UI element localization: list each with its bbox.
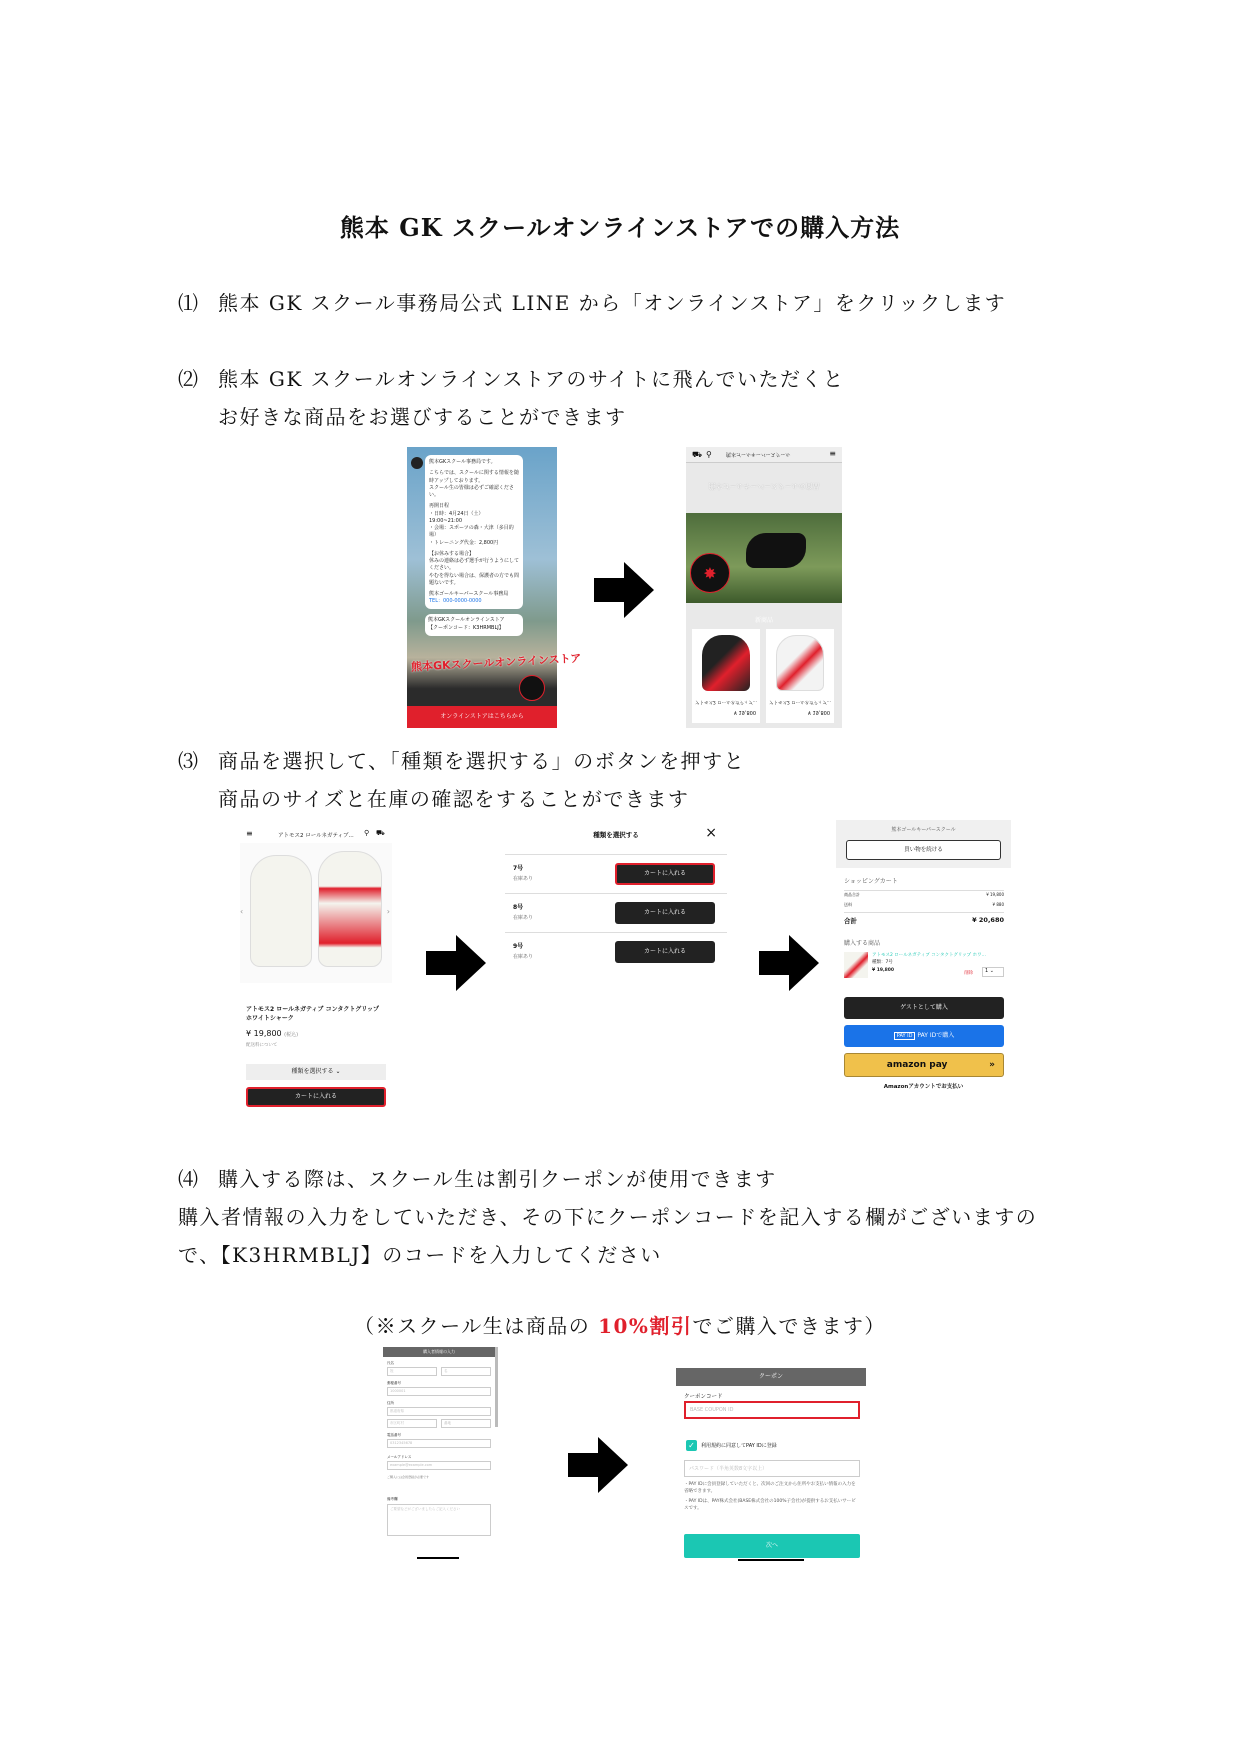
variant-add-to-cart-button[interactable]: カートに入れる (615, 863, 715, 885)
form-input[interactable]: 番地 (441, 1419, 491, 1428)
variant-size: 8号 (513, 904, 524, 911)
field-label: 郵便番号 (387, 1381, 401, 1385)
payid-button[interactable] (844, 1025, 1004, 1047)
remarks-textarea[interactable]: ご要望などがございましたらご記入ください (387, 1504, 491, 1536)
field-label: 氏名 (387, 1361, 394, 1365)
chat-line: やむを得ない場合は、保護者の方でも問題ないです。 (429, 572, 520, 586)
payid-note-1: ・PAY IDに会員登録していただくと、次回のご注文から住所やお支払い情報の入力を省略できます。 (684, 1482, 856, 1494)
product-header: アトモス2 ロールネガティブ... (278, 833, 354, 839)
hero-text: 熊本ゴールキーパースクールの商品 (708, 482, 820, 490)
subtotal-label: 商品合計 (844, 892, 860, 897)
search-icon[interactable]: ⚲ (706, 450, 712, 459)
chat-line: 熊本ゴールキーパースクール事務局 (429, 591, 509, 597)
store-link-line-1: 熊本GKスクールオンラインストア (428, 617, 505, 623)
chat-line: ・日時：4月24日（土） (429, 510, 484, 517)
product-image (702, 635, 750, 691)
field-label: メールアドレス (387, 1455, 412, 1459)
discount-note (0, 1310, 1240, 1339)
chat-line: ・トレーニング代金：2,800円 (429, 539, 499, 546)
school-logo (519, 675, 545, 701)
arrow-right-icon (426, 935, 486, 991)
chat-line: 【お休みする場合】 (429, 550, 475, 557)
chat-bubble (425, 455, 523, 609)
variant-size: 9号 (513, 943, 524, 950)
step-1-text: 熊本 GK スクール事務局公式 LINE から「オンラインストア」をクリックします (218, 291, 1007, 315)
variant-add-to-cart-button[interactable]: カートに入れる (615, 902, 715, 924)
avatar (411, 457, 423, 469)
cart-icon[interactable]: ⛟ (692, 450, 703, 459)
buyer-form-screenshot (383, 1347, 501, 1562)
payid-note-2: ・PAY IDは、PAY株式会社(BASE株式会社の100%子会社)が提供するお支払いサービスです。 (684, 1499, 856, 1511)
chat-line: 休みの連絡は必ず選手が行うようにしてください。 (429, 558, 520, 572)
step-4-number: ⑷ (178, 1167, 200, 1191)
shipping-label: 送料 (844, 902, 852, 907)
close-icon[interactable]: × (705, 825, 717, 841)
remove-link[interactable]: 削除 (964, 971, 973, 976)
variant-row (505, 854, 727, 892)
form-input[interactable]: example@example.com (387, 1461, 491, 1470)
chat-line: スクール生の皆様は必ずご確認ください。 (429, 484, 514, 498)
form-input[interactable]: 市区町村 (387, 1419, 437, 1428)
store-top-screenshot (686, 447, 842, 728)
search-icon[interactable]: ⚲ (364, 829, 370, 837)
items-title: 購入する商品 (844, 940, 881, 947)
step-2-text-2: お好きな商品をお選びすることができます (218, 405, 627, 429)
chat-line: TEL：000-0000-0000 (429, 598, 482, 605)
item-name[interactable]: アトモス2 ロールネガティブ コンタクトグリップ ホワ... (872, 953, 986, 958)
chat-line: 19:00~21:00 (429, 517, 463, 524)
shipping-value: ¥ 880 (992, 902, 1004, 907)
step-3-text-2: 商品のサイズと在庫の確認をすることができます (218, 787, 690, 811)
variant-stock: 在庫あり (513, 915, 534, 921)
item-size: 種類：7号 (872, 960, 893, 965)
product-price (246, 1029, 298, 1038)
chevron-right-icon[interactable]: › (386, 907, 390, 916)
variant-size: 7号 (513, 865, 524, 872)
step-3 (178, 745, 745, 774)
step-2-text-1: 熊本 GK スクールオンラインストアのサイトに飛んでいただくと (218, 367, 845, 391)
total-row (844, 912, 1004, 925)
step-2 (178, 363, 845, 392)
variant-row (505, 893, 727, 931)
coupon-input[interactable]: BASE COUPON ID (684, 1401, 860, 1419)
amazon-pay-button[interactable] (844, 1053, 1004, 1077)
modal-title: 種類を選択する (593, 831, 639, 839)
product-price: ¥ 19,800 (733, 709, 756, 715)
chat-line: 熊本GKスクール事務局です。 (429, 459, 496, 465)
menu-icon[interactable]: ≡ (246, 829, 253, 838)
chevron-right-icon: » (989, 1060, 995, 1070)
arrow-right-icon (759, 935, 819, 991)
store-link-bubble[interactable] (425, 614, 523, 636)
product-card-1[interactable] (692, 629, 760, 723)
form-input[interactable]: 都道府県 (387, 1407, 491, 1416)
next-button[interactable]: 次へ (684, 1534, 860, 1558)
password-input[interactable]: パスワード（半角英数8文字以上） (684, 1460, 860, 1477)
select-variant-button[interactable] (246, 1064, 386, 1080)
product-card-2[interactable] (766, 629, 834, 723)
product-price: ¥ 19,800 (807, 709, 830, 715)
school-logo: ✸ (690, 553, 730, 593)
field-label: 備考欄 (387, 1497, 398, 1501)
note-suffix: でご購入できます） (692, 1314, 886, 1338)
glove-right (318, 851, 382, 967)
quantity-value: 1 (985, 968, 989, 974)
glove-shape (746, 533, 806, 568)
home-indicator (738, 1559, 804, 1561)
tax-label: (税込) (284, 1032, 299, 1038)
store-banner: 熊本GKスクールオンラインストア (410, 651, 582, 674)
arrow-right-icon (568, 1437, 628, 1493)
step-3-number: ⑶ (178, 749, 200, 773)
coupon-header: クーポン (676, 1368, 866, 1386)
cart-icon[interactable]: ⛟ (376, 829, 385, 837)
chat-line: 再開日程 (429, 503, 450, 510)
page-title: 熊本 GK スクールオンラインストアでの購入方法 (339, 213, 901, 242)
continue-shopping-button[interactable]: 買い物を続ける (846, 840, 1001, 860)
line-chat-screenshot (407, 447, 582, 728)
coupon-screenshot (676, 1368, 866, 1564)
step-4-text-1: 購入する際は、スクール生は割引クーポンが使用できます (218, 1167, 777, 1191)
step-1 (178, 287, 1006, 316)
add-to-cart-button[interactable]: カートに入れる (246, 1087, 386, 1107)
product-page-screenshot (240, 825, 392, 1115)
coupon-label: クーポンコード (684, 1394, 723, 1400)
store-header-bar (686, 447, 842, 463)
guest-checkout-button[interactable]: ゲストとして購入 (844, 997, 1004, 1019)
cart-page-screenshot (836, 820, 1011, 1110)
item-thumbnail (844, 952, 868, 978)
total-label: 合計 (844, 917, 857, 925)
variant-stock: 在庫あり (513, 954, 534, 960)
form-input[interactable]: 0312345678 (387, 1439, 491, 1448)
checkbox-checked-icon[interactable]: ✓ (686, 1440, 697, 1451)
step-1-number: ⑴ (178, 291, 200, 315)
field-label: 電話番号 (387, 1433, 401, 1437)
shipping-row (844, 902, 1004, 908)
payid-label: PAY IDで購入 (917, 1032, 955, 1039)
amazon-pay-label: amazon pay (886, 1060, 948, 1070)
note-highlight: 10%割引 (598, 1314, 693, 1338)
store-link-line-2: 【クーポンコード：K3HRMBLJ】 (428, 624, 504, 631)
form-note: ご購入には会員登録が必要です (387, 1475, 430, 1479)
product-image (240, 843, 392, 983)
step-4-text-2: 購入者情報の入力をしていただき、その下にクーポンコードを記入する欄がございますの (178, 1205, 1038, 1229)
form-input[interactable]: 名 (441, 1367, 491, 1376)
field-label: 住所 (387, 1401, 394, 1405)
variant-add-to-cart-button[interactable]: カートに入れる (615, 941, 715, 963)
arrow-right-icon (594, 562, 654, 618)
product-name: アトモス2 ロールネガティブ... (695, 699, 757, 704)
price-value: ¥ 19,800 (246, 1029, 282, 1038)
note-prefix: （※スクール生は商品の (354, 1314, 599, 1338)
total-value: ¥ 20,680 (972, 916, 1004, 924)
step-3-text-1: 商品を選択して、「種類を選択する」のボタンを押すと (218, 749, 746, 773)
open-store-button[interactable]: オンラインストアはこちらから (407, 706, 557, 728)
glove-left (250, 855, 312, 967)
variant-row (505, 932, 727, 970)
amazon-note: Amazonアカウントでお支払い (883, 1084, 964, 1090)
section-title: 新商品 (754, 617, 773, 624)
chevron-down-icon: ⌄ (335, 1068, 341, 1075)
terms-checkbox-label: 利用規約に同意してPAY IDに登録 (701, 1443, 777, 1449)
form-header: 購入者情報の入力 (383, 1347, 495, 1357)
divider (844, 890, 1004, 891)
cart-title: ショッピングカート (844, 878, 898, 885)
chevron-left-icon[interactable]: ‹ (240, 907, 244, 916)
quantity-select[interactable]: 1 ⌄ (982, 967, 1004, 977)
step-2-number: ⑵ (178, 367, 200, 391)
chat-line: ・会場：スポーツの森・大津（多目的場） (429, 525, 514, 539)
hero-image (686, 513, 842, 603)
step-4 (178, 1163, 777, 1192)
variant-modal-screenshot (505, 822, 727, 984)
product-name: アトモス2 ロールネガティブ コンタクトグリップ ホワイトシャーク (246, 1006, 379, 1022)
product-image (776, 635, 824, 691)
item-price: ¥ 19,800 (872, 968, 895, 973)
variant-stock: 在庫あり (513, 876, 534, 882)
subtotal-value: ¥ 19,800 (986, 892, 1004, 897)
shipping-note: 配送料について (246, 1043, 278, 1048)
form-input[interactable]: 姓 (387, 1367, 437, 1376)
step-4-text-3: で、【K3HRMBLJ】のコードを入力してください (178, 1243, 662, 1267)
store-name: 熊本ゴールキーパースクール (726, 451, 791, 457)
select-variant-label: 種類を選択する (291, 1068, 334, 1075)
cart-header-area (836, 820, 1011, 868)
form-input[interactable]: 1000001 (387, 1387, 491, 1396)
payid-badge: PAY ID (894, 1032, 916, 1040)
menu-icon[interactable]: ≡ (829, 449, 836, 458)
cart-header: 熊本ゴールキーパースクール (891, 827, 956, 833)
scrollbar[interactable] (495, 1347, 498, 1427)
subtotal-row (844, 892, 1004, 898)
chat-line: こちらでは、スクールに関する情報を随時アップしております。 (429, 470, 519, 484)
product-name: アトモス2 ロールネガティブ... (769, 699, 831, 704)
home-indicator (417, 1557, 459, 1559)
